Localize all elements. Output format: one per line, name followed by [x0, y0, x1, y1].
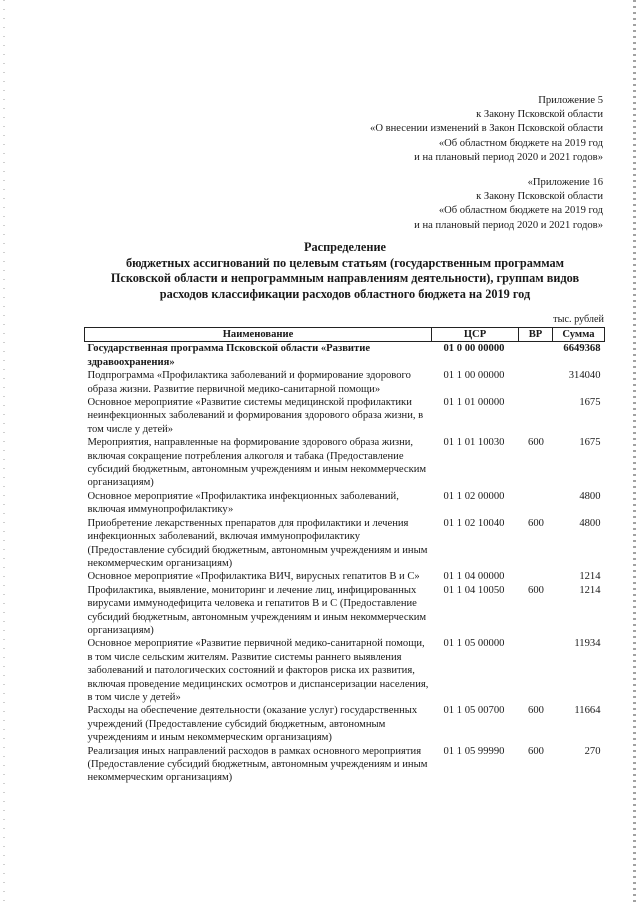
title-line: расходов классификации расходов областного бюджета на 2019 год	[159, 286, 531, 301]
annex-line: «Об областном бюджете на 2019 год	[438, 205, 603, 217]
cell-name: Реализация иных направлений расходов в рамках основного мероприятия (Предоставление субсидий бюджетным, автономным учреждениям и иным некоммерческим организациям)	[87, 745, 428, 784]
cell-vr	[519, 342, 553, 369]
annex-5-header	[370, 94, 603, 165]
annex-line: «О внесении изменений в Закон Псковской области	[370, 123, 603, 135]
table-row	[85, 490, 605, 517]
cell-csr: 01 1 01 10030	[443, 437, 505, 449]
cell-vr: 600	[528, 437, 544, 449]
cell-name: Профилактика, выявление, мониторинг и лечение лиц, инфицированных вирусами иммунодефицита человека и гепатитов В и С (Предоставление субсидий бюджетным, автономным учреждениям и иным некоммерческим организациям)	[87, 584, 427, 636]
table-row	[85, 584, 605, 638]
header-vr: ВР	[519, 328, 553, 342]
cell-csr: 01 1 04 00000	[443, 571, 505, 583]
budget-table	[84, 327, 605, 785]
cell-csr: 01 1 00 00000	[443, 370, 505, 382]
cell-name: Основное мероприятие «Профилактика инфекционных заболеваний, включая иммунопрофилактику»	[87, 490, 399, 516]
cell-vr	[519, 490, 553, 517]
table-row	[85, 396, 605, 436]
cell-csr: 01 1 04 10050	[443, 584, 505, 596]
table-row	[85, 637, 605, 704]
cell-csr: 01 1 02 00000	[443, 490, 505, 502]
table-body	[85, 342, 605, 785]
cell-csr: 01 1 01 00000	[443, 397, 505, 409]
cell-name: Государственная программа Псковской области «Развитие здравоохранения»	[87, 343, 371, 368]
annex-line: к Закону Псковской области	[476, 191, 603, 203]
header-name: Наименование	[85, 328, 432, 342]
annex-line: к Закону Псковской области	[476, 109, 603, 121]
title-line: бюджетных ассигнований по целевым статьям (государственным программам	[125, 255, 565, 270]
annex-16-header	[414, 176, 603, 233]
cell-sum: 6649368	[563, 343, 601, 355]
cell-vr	[519, 637, 553, 704]
scan-edge-right	[633, 0, 636, 905]
cell-sum: 270	[584, 745, 601, 757]
annex-line: и на плановый период 2020 и 2021 годов»	[414, 219, 603, 231]
cell-sum: 4800	[579, 517, 601, 529]
header-sum: Сумма	[553, 328, 605, 342]
cell-csr: 01 1 05 00000	[443, 638, 505, 650]
document-title	[80, 240, 610, 302]
table-header-row	[85, 328, 605, 342]
title-line: Распределение	[303, 240, 386, 254]
cell-sum: 11664	[574, 705, 601, 717]
cell-vr	[519, 369, 553, 396]
cell-name: Мероприятия, направленные на формирование здорового образа жизни, включая сокращение потребления алкоголя и табака (Предоставление субсидий бюджетным, автономным учреждениям и иным некоммерческим организациям)	[87, 437, 427, 489]
cell-name: Основное мероприятие «Развитие системы медицинской профилактики неинфекционных заболеваний и формирования здорового образа жизни, в том числе у детей»	[87, 397, 424, 435]
cell-vr: 600	[528, 584, 544, 596]
units-label: тыс. рублей	[553, 314, 604, 325]
cell-vr: 600	[528, 517, 544, 529]
cell-csr: 01 1 02 10040	[443, 517, 505, 529]
cell-sum: 4800	[579, 490, 601, 502]
annex-line: Приложение 5	[538, 95, 603, 106]
cell-sum: 1214	[579, 584, 601, 596]
cell-sum: 11934	[574, 638, 601, 650]
table-row	[85, 369, 605, 396]
table-row	[85, 745, 605, 785]
cell-name: Расходы на обеспечение деятельности (оказание услуг) государственных учреждений (Предоставление субсидий бюджетным, автономным учреждениям и иным некоммерческим организациям)	[87, 705, 418, 744]
cell-sum: 314040	[568, 370, 601, 382]
cell-name: Приобретение лекарственных препаратов для профилактики и лечения инфекционных заболеваний, включая иммунопрофилактику (Предоставление субсидий бюджетным, автономным учреждениям и иным некоммерческим организациям)	[87, 517, 428, 569]
table-row	[85, 570, 605, 583]
annex-line: «Об областном бюджете на 2019 год	[438, 137, 603, 149]
cell-vr: 600	[528, 705, 544, 717]
scan-edge-left	[3, 0, 5, 905]
cell-sum: 1675	[579, 437, 601, 449]
title-line: Псковской области и непрограммным направлениям деятельности), группам видов	[110, 271, 580, 286]
cell-sum: 1675	[579, 397, 601, 409]
cell-vr	[519, 396, 553, 436]
cell-vr: 600	[528, 745, 544, 757]
cell-csr: 01 0 00 00000	[443, 343, 505, 355]
cell-sum: 1214	[579, 571, 601, 583]
cell-csr: 01 1 05 99990	[443, 745, 505, 757]
cell-name: Подпрограмма «Профилактика заболеваний и формирование здорового образа жизни. Развитие первичной медико-санитарной помощи»	[87, 370, 411, 395]
cell-vr	[519, 570, 553, 583]
table-row	[85, 517, 605, 571]
table-row	[85, 436, 605, 490]
annex-line: «Приложение 16	[527, 177, 603, 188]
cell-name: Основное мероприятие «Развитие первичной медико-санитарной помощи, в том числе сельским жителям. Развитие системы раннего выявления заболеваний и патологических состояний и факторов риска их развития, включая проведение медицинских осмотров и диспансеризации населения, в том числе у детей»	[87, 638, 429, 703]
cell-name: Основное мероприятие «Профилактика ВИЧ, вирусных гепатитов В и С»	[87, 571, 420, 583]
table-row	[85, 704, 605, 744]
table-row	[85, 342, 605, 369]
cell-csr: 01 1 05 00700	[443, 705, 505, 717]
annex-line: и на плановый период 2020 и 2021 годов»	[414, 151, 603, 163]
header-csr: ЦСР	[432, 328, 519, 342]
